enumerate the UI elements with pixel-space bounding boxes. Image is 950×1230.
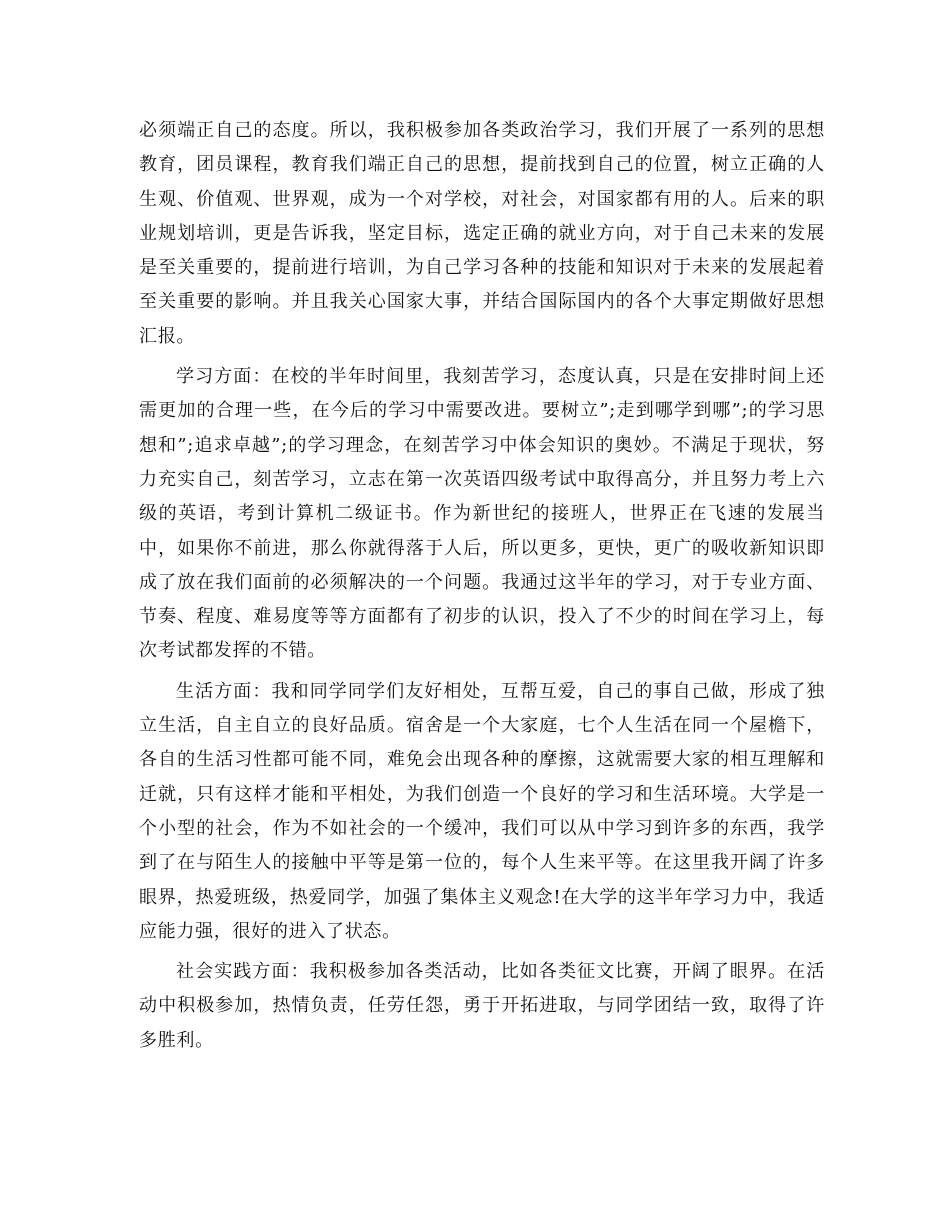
paragraph-political-study: 必须端正自己的态度。所以，我积极参加各类政治学习，我们开展了一系列的思想教育，团员课程，教育我们端正自己的思想，提前找到自己的位置，树立正确的人生观、价值观、世界观，成为一个对学校，对社会，对国家都有用的人。后来的职业规划培训，更是告诉我，坚定目标，选定正确的就业方向，对于自己未来的发展是至关重要的，提前进行培训，为自己学习各种的技能和知识对于未来的发展起着至关重要的影响。并且我关心国家大事，并结合国际国内的各个大事定期做好思想汇报。: [139, 120, 825, 347]
paragraph-social-practice: 社会实践方面：我积极参加各类活动，比如各类征文比赛，开阔了眼界。在活动中积极参加，热情负责，任劳任怨，勇于开拓进取，与同学团结一致，取得了许多胜利。: [139, 961, 825, 1051]
paragraph-study: 学习方面：在校的半年时间里，我刻苦学习，态度认真，只是在安排时间上还需更加的合理一些，在今后的学习中需要改进。要树立”;走到哪学到哪”;的学习思想和”;追求卓越”;的学习理念，在刻苦学习中体会知识的奥妙。不满足于现状，努力充实自己，刻苦学习，立志在第一次英语四级考试中取得高分，并且努力考上六级的英语，考到计算机二级证书。作为新世纪的接班人，世界正在飞速的发展当中，如果你不前进，那么你就得落于人后，所以更多，更快，更广的吸收新知识即成了放在我们面前的必须解决的一个问题。我通过这半年的学习，对于专业方面、节奏、程度、难易度等等方面都有了初步的认识，投入了不少的时间在学习上，每次考试都发挥的不错。: [139, 366, 825, 662]
paragraph-life: 生活方面：我和同学同学们友好相处，互帮互爱，自己的事自己做，形成了独立生活，自主自立的良好品质。宿舍是一个大家庭，七个人生活在同一个屋檐下，各自的生活习性都可能不同，难免会出现各种的摩擦，这就需要大家的相互理解和迁就，只有这样才能和平相处，为我们创造一个良好的学习和生活环境。大学是一个小型的社会，作为不如社会的一个缓冲，我们可以从中学习到许多的东西，我学到了在与陌生人的接触中平等是第一位的，每个人生来平等。在这里我开阔了许多眼界，热爱班级，热爱同学，加强了集体主义观念!在大学的这半年学习力中，我适应能力强，很好的进入了状态。: [139, 680, 825, 942]
